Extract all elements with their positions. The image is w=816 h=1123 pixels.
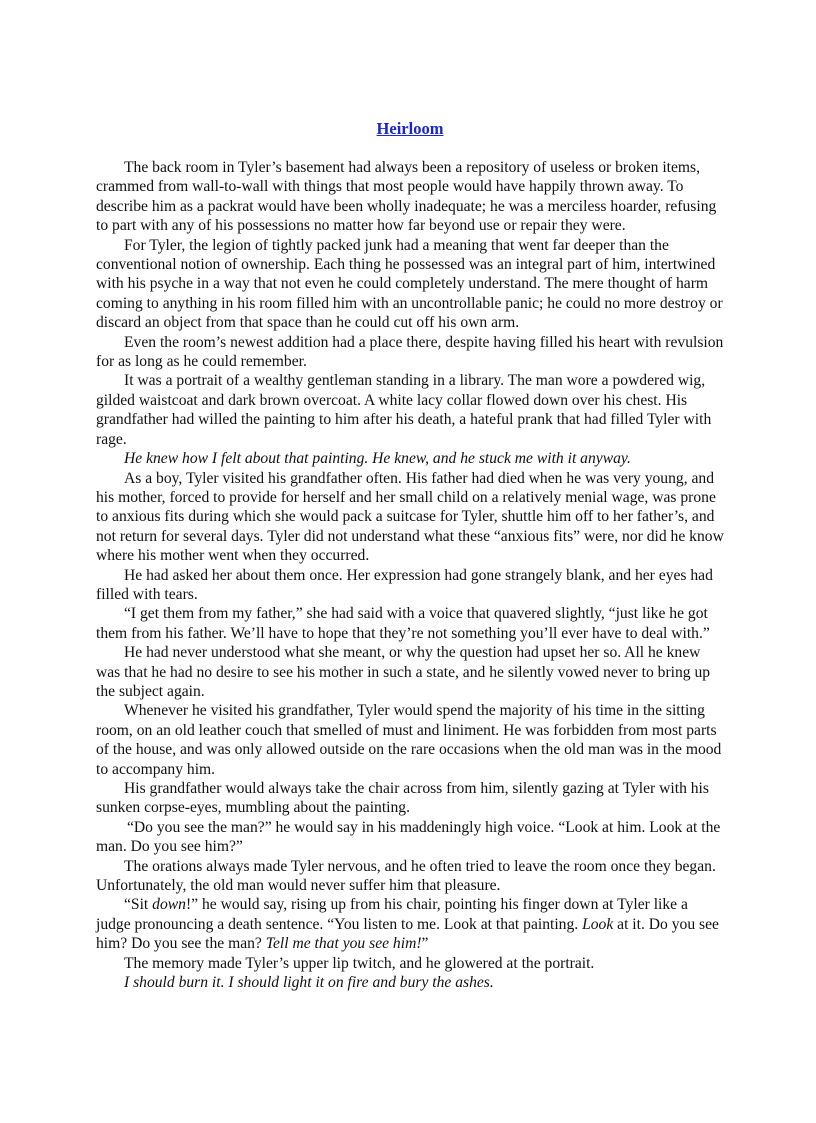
paragraph — [96, 779, 724, 818]
paragraph — [96, 954, 724, 973]
paragraph-text: at it. Do you see him? Do you see the man? — [96, 915, 719, 953]
paragraph — [96, 701, 724, 779]
title-link[interactable]: Heirloom — [376, 119, 444, 138]
document-body — [96, 158, 724, 992]
paragraph — [96, 371, 724, 449]
paragraph — [96, 333, 724, 372]
italic-text: down — [152, 896, 186, 914]
paragraph-text: Whenever he visited his grandfather, Tyler would spend the majority of his time in the sitting room, on an old leather couch that smelled of must and liniment. He was forbidden from most parts of the house, and was only allowed outside on the rare occasions when the old man was in the mood to accompany him. — [96, 702, 722, 778]
paragraph — [96, 604, 724, 643]
italic-text: Tell me that you see him! — [265, 935, 422, 953]
paragraph — [96, 973, 724, 992]
paragraph-text: “I get them from my father,” she had said with a voice that quavered slightly, “just like he got them from his father. We’ll have to hope that they’re not something you’ll ever have to deal with.” — [96, 605, 710, 642]
paragraph-text: Even the room’s newest addition had a place there, despite having filled his heart with revulsion for as long as he could remember. — [96, 333, 724, 371]
paragraph-text: “Sit — [124, 896, 153, 914]
paragraph — [96, 236, 724, 333]
paragraph — [96, 818, 724, 857]
paragraph — [96, 895, 724, 953]
paragraph-text: !” he would say, rising up from his chair, pointing his finger down at Tyler like a judge pronouncing a death sentence. “You listen to me. Look at that painting. — [96, 896, 688, 933]
paragraph-text: ” — [421, 935, 429, 953]
italic-text: Look — [582, 915, 614, 933]
paragraph-text: His grandfather would always take the chair across from him, silently gazing at Tyler with his sunken corpse-eyes, mumbling about the painting. — [96, 780, 709, 817]
paragraph-text: The memory made Tyler’s upper lip twitch, and he glowered at the portrait. — [124, 954, 595, 972]
paragraph-text: He had asked her about them once. Her expression had gone strangely blank, and her eyes had filled with tears. — [96, 566, 713, 603]
italic-text: He knew how I felt about that painting. He knew, and he stuck me with it anyway. — [124, 450, 631, 468]
paragraph — [96, 158, 724, 236]
paragraph-text: The back room in Tyler’s basement had always been a repository of useless or broken items, crammed from wall-to-wall with things that most people would have happily thrown away. To describe him as a packrat would have been wholly inadequate; he was a merciless hoarder, refusing to part with any of his possessions no matter how far beyond use or repair they were. — [96, 159, 717, 235]
paragraph-text: It was a portrait of a wealthy gentleman standing in a library. The man wore a powdered wig, gilded waistcoat and dark brown overcoat. A white lacy collar flowed down over his chest. His grandfather had willed the painting to him after his death, a hateful prank that had filled Tyler with rage. — [96, 372, 712, 448]
paragraph — [96, 857, 724, 896]
paragraph-text: For Tyler, the legion of tightly packed junk had a meaning that went far deeper than the conventional notion of ownership. Each thing he possessed was an integral part of him, intertwined with his psyche in a way that not even he could completely understand. The mere thought of harm coming to anything in his room filled him with an uncontrollable panic; he could no more destroy or discard an object from that space than he could cut off his own arm. — [96, 236, 723, 332]
paragraph-text: “Do you see the man?” he would say in his maddeningly high voice. “Look at him. Look at the man. Do you see him?” — [96, 818, 721, 856]
paragraph — [96, 449, 724, 468]
document-title — [96, 117, 724, 141]
italic-text: I should burn it. I should light it on fire and bury the ashes. — [124, 974, 494, 992]
document-page — [96, 117, 724, 992]
paragraph — [96, 469, 724, 566]
paragraph — [96, 643, 724, 701]
paragraph-text: He had never understood what she meant, or why the question had upset her so. All he knew was that he had no desire to see his mother in such a state, and he silently vowed never to bring up the subject again. — [96, 644, 711, 700]
paragraph-text: The orations always made Tyler nervous, and he often tried to leave the room once they began. Unfortunately, the old man would never suffer him that pleasure. — [96, 857, 716, 895]
paragraph — [96, 566, 724, 605]
paragraph-text: As a boy, Tyler visited his grandfather often. His father had died when he was very young, and his mother, forced to provide for herself and her small child on a relatively menial wage, was prone to anxious fits during which she would pack a suitcase for Tyler, shuttle him off to her father’s, and not return for several days. Tyler did not understand what these “anxious fits” were, nor did he know where his mother went when they occurred. — [96, 469, 724, 565]
